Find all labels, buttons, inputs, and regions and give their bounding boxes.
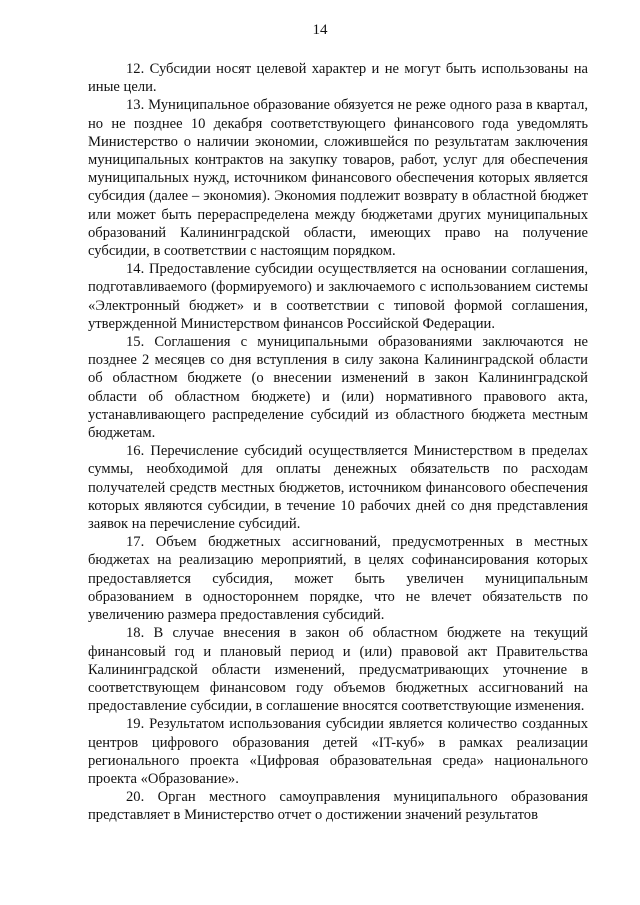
paragraph-12: 12. Субсидии носят целевой характер и не могут быть использованы на иные цели. — [88, 61, 588, 96]
paragraph-17: 17. Объем бюджетных ассигнований, предусмотренных в местных бюджетах на реализацию мероприятий, в целях софинансирования которых предоставляется субсидия, может быть увеличен муниципальным образованием в одностороннем порядке, что не влечет обязательств по увеличению размера предоставления субсидий. — [88, 534, 588, 624]
paragraph-19: 19. Результатом использования субсидии является количество созданных центров цифрового образования детей «IT-куб» в рамках реализации регионального проекта «Цифровая образовательная среда» национального проекта «Образование». — [88, 716, 588, 787]
paragraph-13: 13. Муниципальное образование обязуется не реже одного раза в квартал, но не позднее 10 декабря соответствующего финансового года уведомлять Министерство о наличии экономии, сложившейся по результатам заключения муниципальных контрактов на закупку товаров, работ, услуг для обеспечения муниципальных нужд, источником финансового обеспечения которых является субсидия (далее – экономия). Экономия подлежит возврату в областной бюджет или может быть перераспределена между бюджетами других муниципальных образований Калининградской области, имеющих право на получение субсидии, в соответствии с настоящим порядком. — [88, 97, 588, 260]
paragraph-14: 14. Предоставление субсидии осуществляется на основании соглашения, подготавливаемого (формируемого) и заключаемого с использованием системы «Электронный бюджет» и в соответствии с типовой формой соглашения, утвержденной Министерством финансов Российской Федерации. — [88, 261, 588, 332]
document-body — [88, 60, 588, 825]
paragraph-18: 18. В случае внесения в закон об областном бюджете на текущий финансовый год и плановый период и (или) правовой акт Правительства Калининградской области изменений, предусматривающих уточнение в соответствующем финансовом году объемов бюджетных ассигнований на предоставление субсидии, в соглашение вносятся соответствующие изменения. — [88, 625, 588, 715]
paragraph-20: 20. Орган местного самоуправления муниципального образования представляет в Министерство отчет о достижении значений результатов — [88, 789, 588, 824]
page-number: 14 — [312, 22, 328, 38]
paragraph-15: 15. Соглашения с муниципальными образованиями заключаются не позднее 2 месяцев со дня вступления в силу закона Калининградской области об областном бюджете (о внесении изменений в закон Калининградской области об областном бюджете) и (или) нормативного правового акта, устанавливающего распределение субсидий из областного бюджета местным бюджетам. — [88, 334, 588, 442]
paragraph-16: 16. Перечисление субсидий осуществляется Министерством в пределах суммы, необходимой для оплаты денежных обязательств по расходам получателей средств местных бюджетов, источником финансового обеспечения которых являются субсидии, в течение 10 рабочих дней со дня представления заявок на перечисление субсидий. — [88, 443, 588, 533]
